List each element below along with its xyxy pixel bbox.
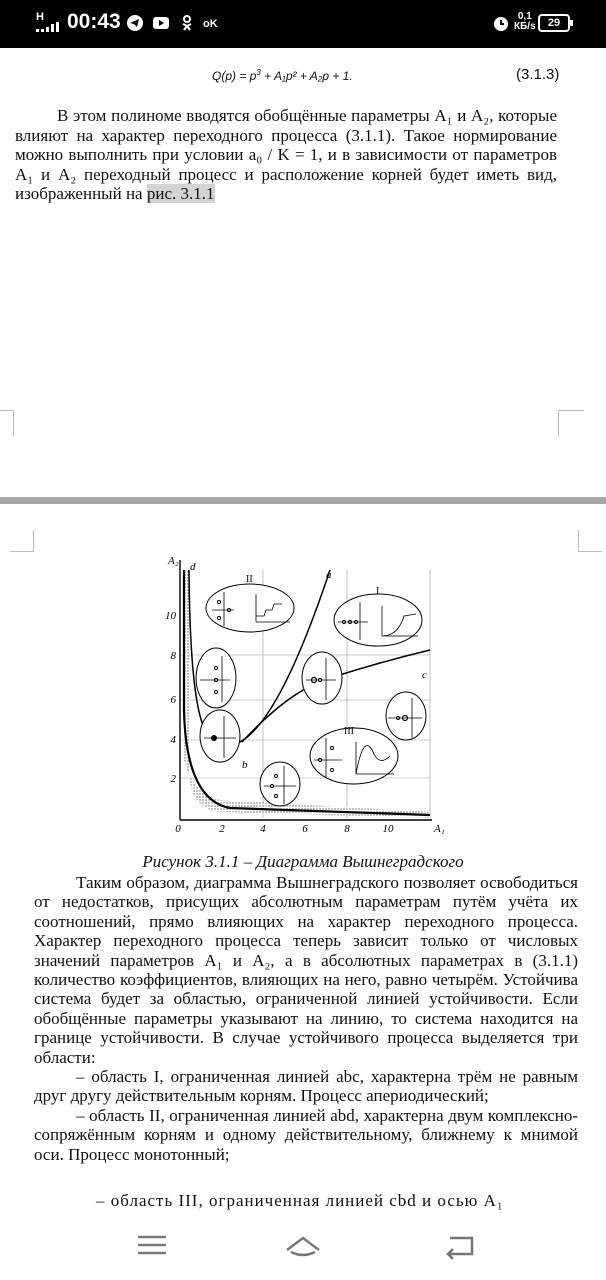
formula-row (0, 64, 606, 88)
y-axis-label: A₂ (168, 555, 179, 567)
vk-icon (202, 14, 220, 32)
paragraph-conclusion (34, 873, 578, 1164)
battery-indicator: 29 (538, 14, 570, 32)
region-label-iii: III (344, 726, 354, 737)
status-bar (0, 0, 606, 48)
formula-rest: + A₁p² + A₂p + 1. (264, 69, 353, 83)
alarm-icon (492, 14, 510, 32)
curve-label-b: b (242, 759, 248, 771)
curve-label-d: d (190, 561, 196, 573)
vyshnegradsky-diagram (160, 550, 450, 840)
region-item-iii-text: – область III, ограниченная линией cbd и осью A₁ (96, 1191, 504, 1210)
x-tick: 8 (344, 823, 350, 835)
x-tick: 2 (219, 823, 225, 835)
formula-exp: 3 (256, 68, 261, 77)
y-tick: 10 (165, 610, 176, 622)
page-separator (0, 497, 606, 504)
region-point-plot-b (200, 710, 240, 762)
region-point-plot-bottom (260, 762, 300, 806)
region-label-i: I (376, 586, 380, 597)
page-corner-mark (558, 410, 584, 436)
menu-icon[interactable] (132, 1230, 172, 1260)
svg-text:oK: oK (203, 18, 218, 30)
region-point-plot-right (386, 692, 426, 740)
speed-value: 0,1 (517, 11, 532, 22)
youtube-icon (152, 14, 170, 32)
telegram-icon (126, 14, 144, 32)
region-iii-plot (310, 728, 398, 784)
curve-label-c: c (422, 669, 427, 681)
x-tick: 0 (175, 823, 181, 835)
paragraph-main: Таким образом, диаграмма Вышнеградского позволяет освободиться от недостатков, присущих абсолютным параметрам путём учёта их соотношений, прямо влияющих на характер переходного процесса. Характер переходного процесса теперь зависит только от числовых значений параметров A₁ и A₂, а в абсолютных параметрах в (3.1.1) количество коэффициентов, влияющих на него, равно четырём. Устойчива система будет за областью, ограниченной линией устойчивости. Если обобщённые параметры указывают на линию, то система находится на границе устойчивости. В случае устойчивого процесса выделяется три области: (34, 873, 578, 1067)
page-corner-mark (0, 410, 14, 436)
signal-icon (36, 22, 64, 32)
figure-caption: Рисунок 3.1.1 – Диаграмма Вышнеградского (142, 852, 464, 871)
region-item-i: – область I, ограниченная линией abc, характерна трём не равным друг другу действительным корням. Процесс апериодический; (34, 1067, 578, 1106)
navigation-bar (0, 1212, 606, 1280)
figure-link[interactable]: рис. 3.1.1 (146, 184, 215, 203)
clock: 00:43 (67, 10, 121, 33)
page-corner-mark (578, 530, 602, 552)
odnoklassniki-icon (178, 14, 196, 32)
region-label-ii: II (246, 574, 253, 585)
region-ii-plot (206, 584, 294, 632)
y-tick: 4 (170, 734, 176, 746)
region-i-plot (334, 594, 422, 646)
y-tick: 8 (170, 650, 176, 662)
network-speed (514, 12, 536, 32)
speed-unit: КБ/s (514, 21, 536, 32)
x-tick: 4 (260, 823, 266, 835)
x-axis-label: A₁ (434, 823, 445, 835)
home-icon[interactable] (283, 1230, 323, 1260)
equation-number: (3.1.3) (516, 66, 560, 83)
y-tick: 6 (170, 694, 176, 706)
y-tick: 2 (170, 773, 176, 785)
formula-lhs: Q(p) = p (212, 69, 257, 83)
network-type: H (36, 11, 44, 23)
back-icon[interactable] (440, 1230, 480, 1260)
region-point-plot-mid (302, 652, 342, 704)
curve-label-a: a (326, 569, 332, 581)
formula-3-1-3 (212, 68, 353, 83)
x-tick: 10 (382, 823, 394, 835)
region-point-plot-left (196, 648, 236, 708)
region-item-ii: – область II, ограниченная линией abd, характерна двум комплексно-сопряжённым корням и одному действительному, ближнему к мнимой оси. Процесс монотонный; (34, 1105, 578, 1164)
paragraph-intro-text: В этом полиноме вводятся обобщённые параметры A₁ и A₂, которые влияют на характер переходного процесса (3.1.1). Такое нормирование можно выполнить при условии a₀ / K = 1, и в зависимости от параметров A₁ и A₂ переходный процесс и расположение корней будет иметь вид, изображенный на (15, 106, 557, 203)
x-tick: 6 (302, 823, 308, 835)
page-corner-mark (10, 530, 34, 552)
paragraph-intro (15, 106, 557, 204)
